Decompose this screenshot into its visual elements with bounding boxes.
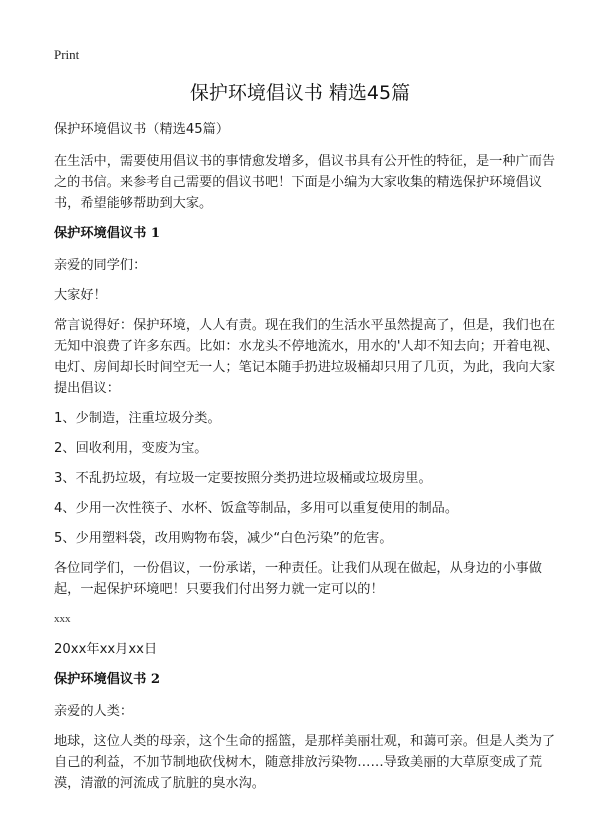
proposal-item-5: 5、少用塑料袋，改用购物布袋，减少“白色污染”的危害。 [54,531,393,546]
section-1-date: 20xx年xx月xx日 [54,642,158,657]
proposal-item-4: 4、少用一次性筷子、水杯、饭盒等制品，多用可以重复使用的制品。 [54,501,459,516]
document-subtitle: 保护环境倡议书（精选45篇） [54,122,230,137]
proposal-item-3: 3、不乱扔垃圾，有垃圾一定要按照分类扔进垃圾桶或垃圾房里。 [54,471,432,486]
proposal-item-2: 2、回收利用，变废为宝。 [54,441,208,456]
section-1-salutation: 亲爱的同学们： [54,258,147,273]
intro-paragraph: 在生活中，需要使用倡议书的事情愈发增多，倡议书具有公开性的特征，是一种广而告之的书信。来参考自己需要的倡议书吧！下面是小编为大家收集的精选保护环境倡议书，希望能够帮助到大家。 [54,154,556,211]
section-2-heading: 保护环境倡议书 2 [54,672,161,687]
section-1-heading: 保护环境倡议书 1 [54,226,161,241]
section-1-body: 常言说得好：保护环境，人人有责。现在我们的生活水平虽然提高了，但是，我们也在无知中浪费了许多东西。比如：水龙头不停地流水，用水的'人却不知去向；开着电视、电灯、房间却长时间空无一人；笔记本随手扔进垃圾桶却只用了几页，为此，我向大家提出倡议： [54,318,559,396]
section-2-salutation: 亲爱的人类： [54,704,134,719]
section-1-greeting: 大家好！ [54,288,107,303]
section-2-body: 地球，这位人类的母亲，这个生命的摇篮，是那样美丽壮观，和蔼可亲。但是人类为了自己的利益，不加节制地砍伐树木，随意排放污染物……导致美丽的大草原变成了荒漠，清澈的河流成了肮脏的臭水沟。 [54,734,556,791]
document-body [54,119,560,803]
proposal-item-1: 1、少制造，注重垃圾分类。 [54,411,221,426]
section-1-closing: 各位同学们，一份倡议，一份承诺，一种责任。让我们从现在做起，从身边的小事做起，一起保护环境吧！只要我们付出努力就一定可以的！ [54,561,542,597]
print-link[interactable]: Print [54,47,80,62]
page-title: 保护环境倡议书 精选45篇 [189,82,411,104]
section-1-signature: xxx [54,613,71,625]
